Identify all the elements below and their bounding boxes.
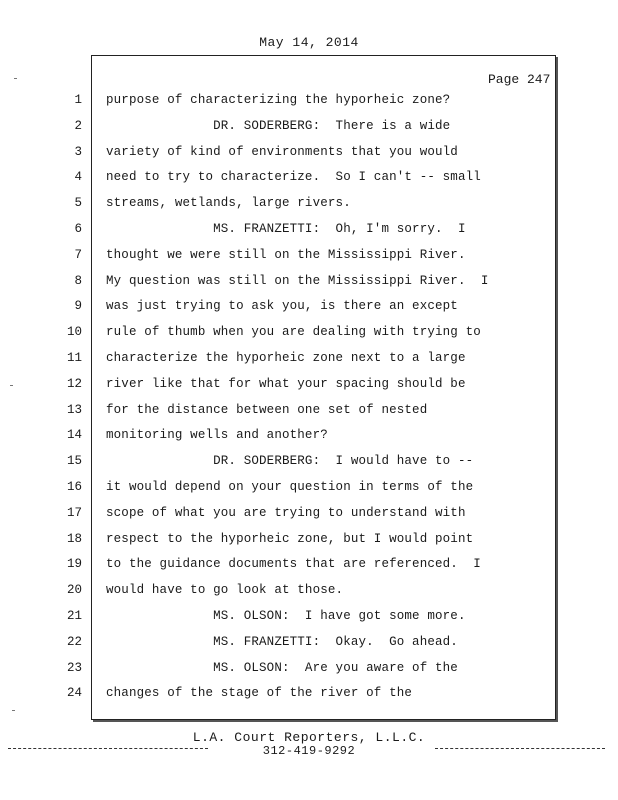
scan-speck [10, 385, 13, 386]
line-number: 22 [66, 635, 82, 649]
line-number: 20 [66, 583, 82, 597]
line-text: monitoring wells and another? [106, 428, 328, 442]
line-number: 7 [74, 248, 82, 262]
line-text: respect to the hyporheic zone, but I would point [106, 532, 474, 546]
line-text: river like that for what your spacing should be [106, 377, 466, 391]
line-number: 4 [74, 170, 82, 184]
line-number: 17 [66, 506, 82, 520]
line-text: MS. OLSON: I have got some more. [106, 609, 466, 623]
line-text: variety of kind of environments that you would [106, 145, 458, 159]
line-text: was just trying to ask you, is there an except [106, 299, 458, 313]
scan-speck [12, 710, 15, 711]
line-number: 14 [66, 428, 82, 442]
line-number: 12 [66, 377, 82, 391]
line-number: 24 [66, 686, 82, 700]
line-text: MS. FRANZETTI: Okay. Go ahead. [106, 635, 458, 649]
line-number: 9 [74, 299, 82, 313]
line-text: My question was still on the Mississippi River. I [106, 274, 489, 288]
line-number: 19 [66, 557, 82, 571]
line-text: for the distance between one set of nested [106, 403, 428, 417]
scan-speck [14, 78, 17, 79]
line-number: 18 [66, 532, 82, 546]
line-number: 11 [66, 351, 82, 365]
line-number: 5 [74, 196, 82, 210]
court-reporter-phone: 312-419-9292 [262, 744, 356, 758]
transcript-date: May 14, 2014 [259, 35, 359, 50]
line-number: 1 [74, 93, 82, 107]
line-text: MS. OLSON: Are you aware of the [106, 661, 458, 675]
line-text: it would depend on your question in terms of the [106, 480, 474, 494]
line-number: 6 [74, 222, 82, 236]
line-text: MS. FRANZETTI: Oh, I'm sorry. I [106, 222, 466, 236]
line-text: thought we were still on the Mississippi River. [106, 248, 466, 262]
line-number: 10 [66, 325, 82, 339]
line-number: 21 [66, 609, 82, 623]
line-text: DR. SODERBERG: I would have to -- [106, 454, 474, 468]
page-number: Page 247 [488, 72, 551, 87]
line-text: rule of thumb when you are dealing with trying to [106, 325, 481, 339]
line-text: scope of what you are trying to understand with [106, 506, 466, 520]
line-text: would have to go look at those. [106, 583, 344, 597]
line-text: need to try to characterize. So I can't -- small [106, 170, 481, 184]
line-text: streams, wetlands, large rivers. [106, 196, 351, 210]
line-number: 23 [66, 661, 82, 675]
court-reporter-firm: L.A. Court Reporters, L.L.C. [192, 730, 426, 745]
line-text: changes of the stage of the river of the [106, 686, 413, 700]
line-number: 8 [74, 274, 82, 288]
line-text: to the guidance documents that are referenced. I [106, 557, 481, 571]
line-text: DR. SODERBERG: There is a wide [106, 119, 451, 133]
line-number: 16 [66, 480, 82, 494]
line-number: 15 [66, 454, 82, 468]
line-text: purpose of characterizing the hyporheic zone? [106, 93, 451, 107]
line-text: characterize the hyporheic zone next to a large [106, 351, 466, 365]
line-number: 2 [74, 119, 82, 133]
line-number: 13 [66, 403, 82, 417]
line-number: 3 [74, 145, 82, 159]
